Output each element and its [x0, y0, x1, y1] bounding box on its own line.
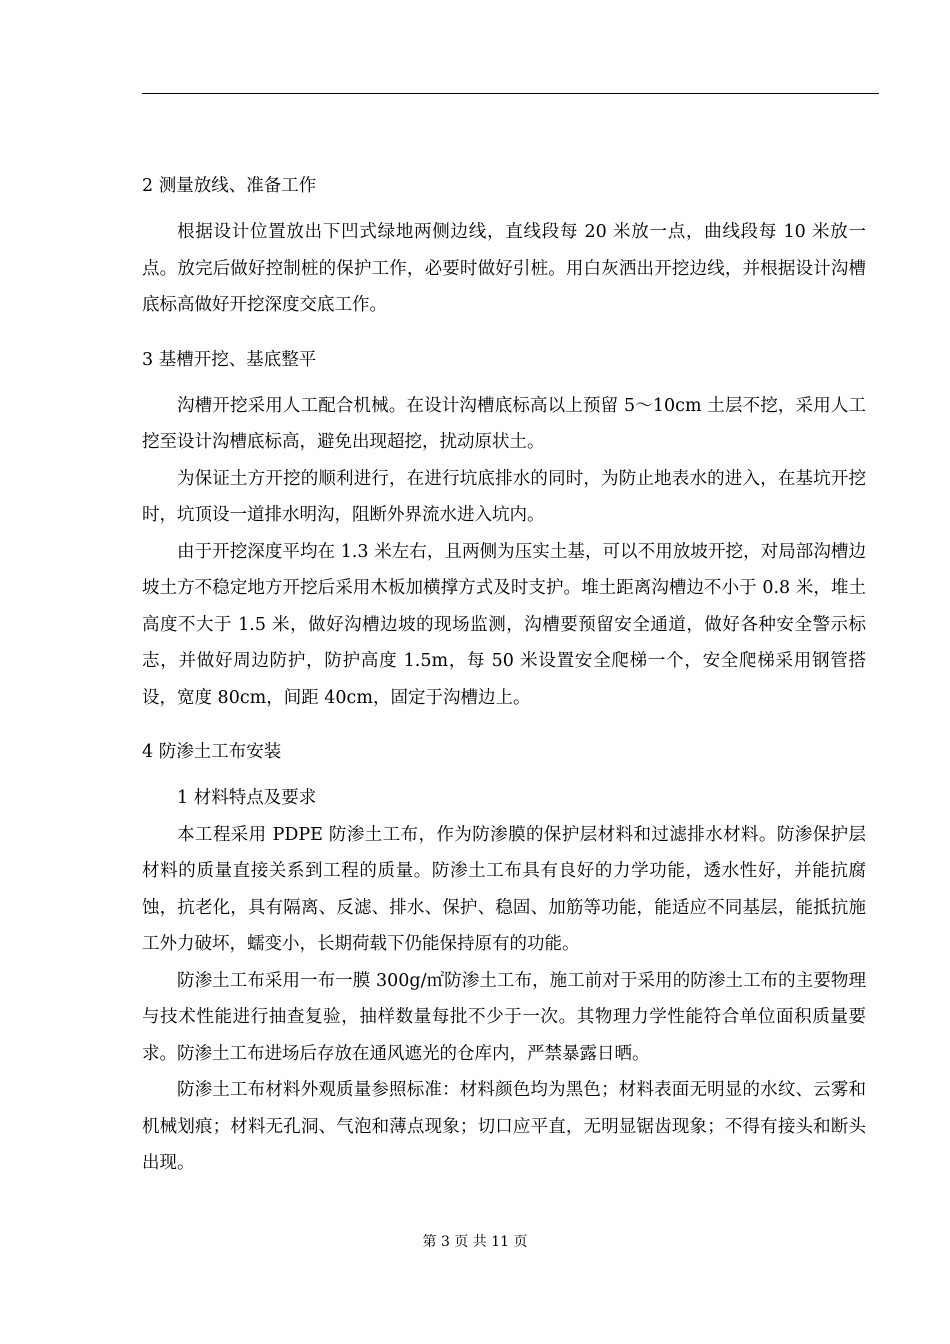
section-3-paragraph-3: 由于开挖深度平均在 1.3 米左右，且两侧为压实土基，可以不用放坡开挖，对局部沟槽边坡土方不稳定地方开挖后采用木板加横撑方式及时支护。堆土距离沟槽边不小于 0.8 米，堆土高度不大于 1.5 米，做好沟槽边坡的现场监测，沟槽要预留安全通道，做好各种安全警示标志，并做好周边防护，防护高度 1.5m，每 50 米设置安全爬梯一个，安全爬梯采用钢管搭设，宽度 80cm，间距 40cm，固定于沟槽边上。 [142, 541, 866, 708]
section-3-paragraph-2: 为保证土方开挖的顺利进行，在进行坑底排水的同时，为防止地表水的进入，在基坑开挖时，坑顶设一道排水明沟，阻断外界流水进入坑内。 [142, 468, 866, 525]
document-body [142, 168, 866, 1182]
section-2-paragraph-1: 根据设计位置放出下凹式绿地两侧边线，直线段每 20 米放一点，曲线段每 10 米放一点。放完后做好控制桩的保护工作，必要时做好引桩。用白灰洒出开挖边线，并根据设计沟槽底标高做好开挖深度交底工作。 [142, 222, 866, 315]
section-3-heading: 3 基槽开挖、基底整平 [142, 349, 317, 370]
section-2-heading: 2 测量放线、准备工作 [142, 176, 317, 196]
page-number-footer: 第 3 页 共 11 页 [422, 1234, 528, 1250]
section-4-heading: 4 防渗土工布安装 [142, 742, 282, 762]
section-3-paragraph-1: 沟槽开挖采用人工配合机械。在设计沟槽底标高以上预留 5～10cm 土层不挖，采用人工挖至设计沟槽底标高，避免出现超挖，扰动原状土。 [142, 395, 866, 452]
section-4-paragraph-2: 防渗土工布采用一布一膜 300g/㎡防渗土工布，施工前对于采用的防渗土工布的主要物理与技术性能进行抽查复验，抽样数量每批不少于一次。其物理力学性能符合单位面积质量要求。防渗土工布进场后存放在通风遮光的仓库内，严禁暴露日晒。 [142, 970, 866, 1064]
section-4-subheading-1: 1 材料特点及要求 [177, 788, 317, 808]
section-4-paragraph-3: 防渗土工布材料外观质量参照标准：材料颜色均为黑色；材料表面无明显的水纹、云雾和机械划痕；材料无孔洞、气泡和薄点现象；切口应平直，无明显锯齿现象；不得有接头和断头出现。 [142, 1080, 866, 1173]
section-4-paragraph-1: 本工程采用 PDPE 防渗土工布，作为防渗膜的保护层材料和过滤排水材料。防渗保护层材料的质量直接关系到工程的质量。防渗土工布具有良好的力学功能，透水性好，并能抗腐蚀，抗老化，具有隔离、反滤、排水、保护、稳固、加筋等功能，能适应不同基层，能抵抗施工外力破坏，蠕变小，长期荷载下仍能保持原有的功能。 [142, 824, 866, 954]
header-rule [142, 93, 879, 94]
